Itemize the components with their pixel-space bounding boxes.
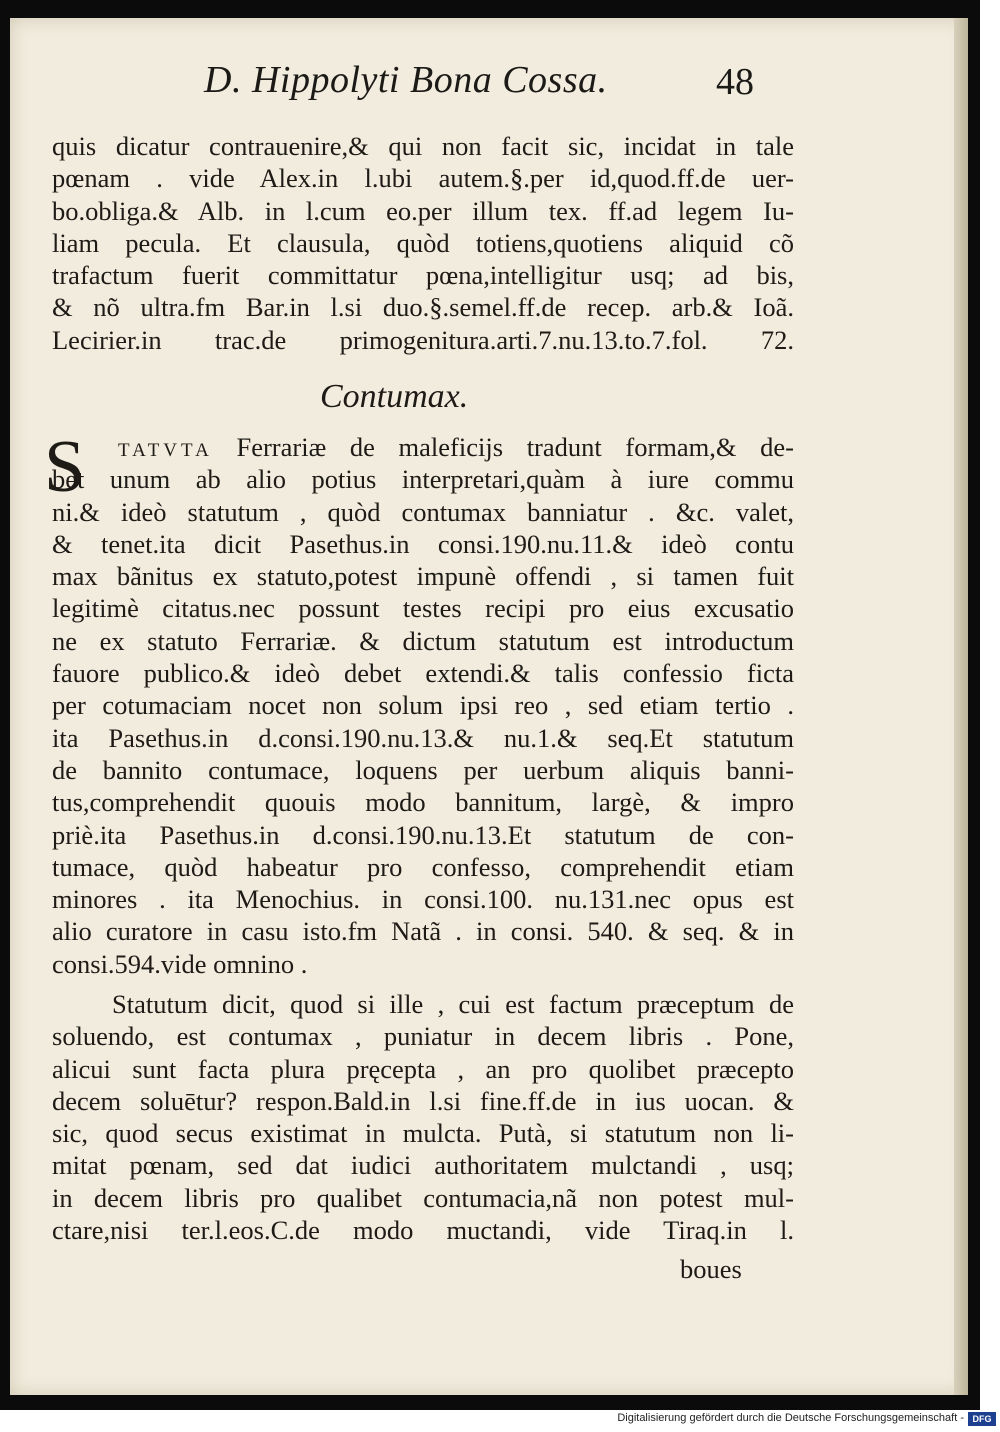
text-line: minores . ita Menochius. in consi.100. nu.131.nec opus est [52, 884, 794, 915]
paragraph-3 [52, 988, 794, 1246]
text-line: & nõ ultra.fm Bar.in l.si duo.§.semel.ff.de recep. arb.& Ioã. [52, 292, 794, 323]
text-line: tus,comprehendit quouis modo bannitum, largè, & impro [52, 787, 794, 818]
text-line: trafactum fuerit committatur pœna,intelligitur usq; ad bis, [52, 260, 794, 291]
text-line: per cotumaciam nocet non solum ipsi reo , sed etiam tertio . [52, 690, 794, 721]
text-line: alio curatore in casu isto.fm Natã . in consi. 540. & seq. & in [52, 916, 794, 947]
text-line: mitat pœnam, sed dat iudici authoritatem mulctandi , usq; [52, 1150, 794, 1181]
text-line: quis dicatur contrauenire,& qui non facit sic, incidat in tale [52, 131, 794, 161]
text-line: consi.594.vide omnino . [52, 948, 308, 979]
section-heading: Contumax. [320, 378, 469, 415]
text-line: bet unum ab alio potius interpretari,quàm à iure commu [52, 464, 794, 495]
text-line: decem soluētur? respon.Bald.in l.si fine.ff.de in ius uocan. & [52, 1085, 794, 1116]
text-line: ni.& ideò statutum , quòd contumax banniatur . &c. valet, [52, 496, 794, 527]
text-line: priè.ita Pasethus.in d.consi.190.nu.13.Et statutum de con- [52, 819, 794, 850]
text-line: max bãnitus ex statuto,potest impunè offendi , si tamen fuit [52, 561, 794, 592]
text-line: pœnam . vide Alex.in l.ubi autem.§.per id,quod.ff.de uer- [52, 163, 794, 194]
text-line: fauore publico.& ideò debet extendi.& talis confessio ficta [52, 658, 794, 689]
paragraph-1 [52, 130, 794, 356]
text-line: ita Pasethus.in d.consi.190.nu.13.& nu.1.& seq.Et statutum [52, 722, 794, 753]
paragraph-2 [52, 431, 794, 980]
drop-cap: S [44, 426, 86, 508]
paragraph-2-body [52, 463, 794, 980]
text-line: ctare,nisi ter.l.eos.C.de modo muctandi, vide Tiraq.in l. [52, 1215, 794, 1246]
text-line: in decem libris pro qualibet contumacia,nã non potest mul- [52, 1182, 794, 1213]
dfg-logo: DFG [968, 1412, 996, 1426]
text-line: & tenet.ita dicit Pasethus.in consi.190.nu.11.& ideò contu [52, 528, 794, 559]
paragraph-2-first-text: Ferrariæ de maleficijs tradunt formam,& de- [212, 432, 794, 462]
smallcaps-opening: tatvta [118, 432, 213, 462]
text-line: de bannito contumace, loquens per uerbum aliquis banni- [52, 754, 794, 785]
text-line: bo.obliga.& Alb. in l.cum eo.per illum tex. ff.ad legem Iu- [52, 195, 794, 226]
text-line: sic, quod secus existimat in mulcta. Putà, si statutum non li- [52, 1118, 794, 1149]
text-line: Statutum dicit, quod si ille , cui est factum præceptum de [112, 989, 794, 1019]
funding-notice: Digitalisierung gefördert durch die Deutsche Forschungsgemeinschaft - [617, 1412, 964, 1424]
text-line: Lecirier.in trac.de primogenitura.arti.7.nu.13.to.7.fol. 72. [52, 324, 794, 355]
text-line: ne ex statuto Ferrariæ. & dictum statutum est introductum [52, 625, 794, 656]
page-edge [954, 18, 968, 1395]
text-line: liam pecula. Et clausula, quòd totiens,quotiens aliquid cõ [52, 227, 794, 258]
running-head: D. Hippolyti Bona Cossa. [204, 59, 608, 101]
page-number: 48 [716, 61, 754, 103]
catchword: boues [680, 1254, 742, 1284]
text-line: soluendo, est contumax , puniatur in decem libris . Pone, [52, 1021, 794, 1052]
paragraph-2-first-line [52, 431, 794, 463]
text-line: alicui sunt facta plura pręcepta , an pro quolibet præcepto [52, 1053, 794, 1084]
text-line: legitimè citatus.nec possunt testes recipi pro eius excusatio [52, 593, 794, 624]
text-line: tumace, quòd habeatur pro confesso, comprehendit etiam [52, 851, 794, 882]
